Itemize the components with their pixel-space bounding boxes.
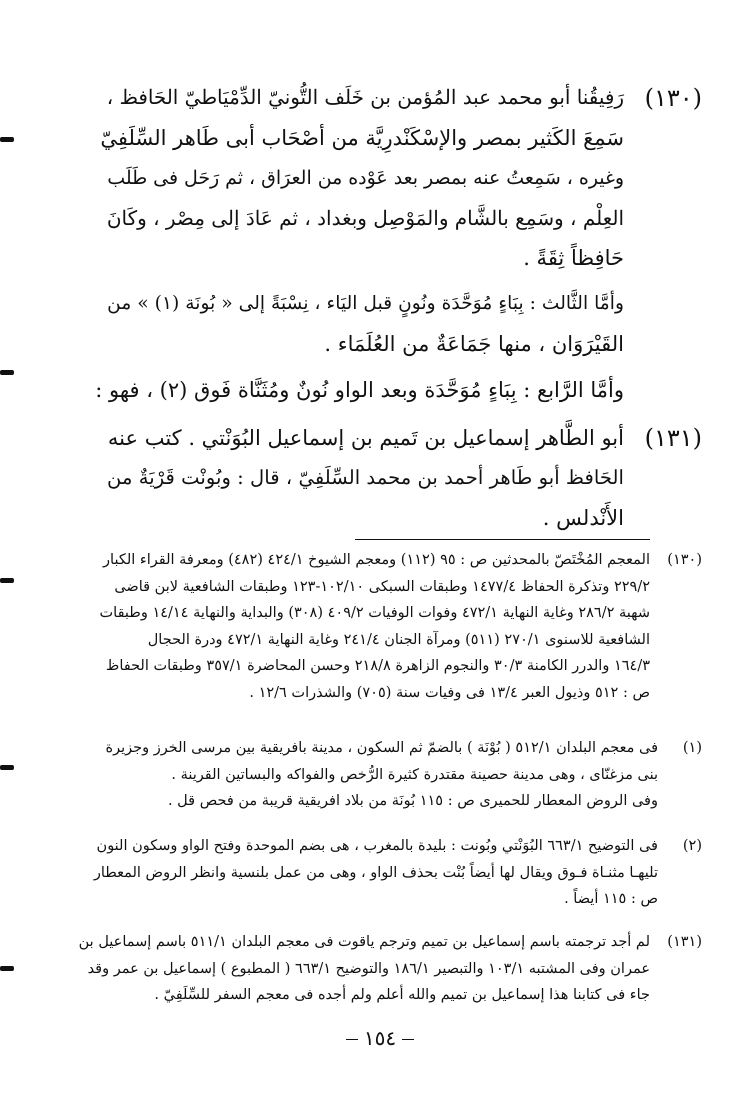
entry-number: (١٣١) [644,424,702,452]
text-line: ص : ٥١٢ وذيول العبر ١٣/٤ فى وفيات سنة (٧٠٥) والشذرات ١٢/٦ . [249,684,650,701]
margin-mark [0,370,14,375]
text-line: سَمِعَ الكَثير بمصر والإسْكَنْدرِيَّة من أصْحَاب أبى طَاهر السِّلَفِيّ [100,126,624,150]
footnote-2 [64,833,702,913]
footnote-text [64,833,658,913]
text-line: رَفِيقُنا أبو محمد عبد المُؤمن بن خَلَف التُّونيّ الدِّمْيَاطيّ الحَافظ ، [106,86,624,109]
text-line: شهبة ٢٨٦/٢ وغاية النهاية ٤٧٢/١ وفوات الوفيات ٤٠٩/٢ (٣٠٨) والبداية والنهاية ١٤/١٤ وطبقات [99,605,650,622]
text-line: المعجم المُخْتَصّ بالمحدثين ص : ٩٥ (١١٢) ومعجم الشيوخ ٤٢٤/١ (٤٨٢) ومعرفة القراء الكبار [103,552,650,568]
text-line: القَيْرَوَان ، منها جَمَاعَةٌ من العُلَمَاء . [324,332,624,356]
paragraph-third [96,284,702,364]
text-line: بنى مزغنّاى ، وهى مدينة حصينة مقتدرة كثيرة الرُّخص والفواكه والبساتين القرينة . [171,766,658,783]
footnote-number: (١) [682,740,702,756]
text-line: ص : ١١٥ أيضاً . [564,891,658,908]
text-line: وغيره ، سَمِعتُ عنه بمصر بعد عَوْده من العرَاق ، ثم رَحَل فى طَلَب [107,167,624,189]
text-line: جاء فى كتابنا هذا إسماعيل بن تميم والله أعلم ولم أجده فى معجم السفر للسِّلَفِيّ . [154,987,650,1004]
footnote-number: (٢) [682,838,702,854]
margin-mark [0,765,14,770]
footnote-number: (١٣٠) [667,552,702,568]
text-line: لم أجد ترجمته باسم إسماعيل بن تميم وترجم ياقوت فى معجم البلدان ٥١١/١ باسم إسماعيل بن [78,934,650,950]
entry-130 [96,78,702,278]
footnote-text [64,735,658,815]
margin-mark [0,137,14,142]
text-line: الشافعية للاسنوى ٢٧٠/١ (٥١١) ومرآة الجنان ٢٤١/٤ وغاية النهاية ٤٧٢/١ ودرة الحجال [147,631,650,648]
footnote-text [64,547,650,707]
page-number: ١٥٤ [320,1026,440,1050]
text-line: وأمَّا الرَّابع : بِبَاءٍ مُوَحَّدَة وبعد الواو نُونٌ ومُثَنَّاة فَوق (٢) ، فهو : [95,378,624,402]
text-line: الحَافظ أبو طَاهر أحمد بن محمد السِّلَفِيّ ، قال : وبُونْت قَرْيَةٌ من [107,466,624,489]
text-line: العِلْم ، وسَمِع بالشَّام والمَوْصِل وبغداد ، ثم عَادَ إلى مِصْر ، وكَانَ [106,206,624,230]
text-line: أبو الطَّاهر إسماعيل بن تَميم بن إسماعيل البُوَنْتي . كتب عنه [107,426,624,450]
footnote-separator [355,539,650,540]
text-line: وفى الروض المعطار للحميرى ص : ١١٥ بُونَة من بلاد افريقية قريبة من فحص قل . [167,793,658,810]
text-line: فى التوضيح ٦٦٣/١ البُوَنْتي وبُونت : بليدة بالمغرب ، هى بضم الموحدة وفتح الواو وسكون النون [96,838,658,854]
entry-text [96,78,624,278]
text-line: فى معجم البلدان ٥١٢/١ ( بُوْنَة ) بالضمّ ثم السكون ، مدينة بافريقية بين مرسى الخرز وجزيرة [105,740,658,756]
footnote-text [64,929,650,1009]
text-line: الأَنْدلس . [542,506,624,530]
entry-number: (١٣٠) [644,84,702,112]
footnote-131 [64,929,702,1009]
margin-mark [0,578,14,583]
footnote-130 [64,547,702,707]
entry-text [96,418,624,538]
text-line: تليهـا مثنـاة فـوق ويقال لها أيضاً بُنْت بحذف الواو ، وهى من عمل بلنسية وانظر الروض المعطار [93,864,658,881]
text-line: ٢٢٩/٢ وتذكرة الحفاظ ١٤٧٧/٤ وطبقات السبكى ١٠٢/١٠-١٢٣ وطبقات الشافعية لابن قاضى [114,578,650,595]
text-line: حَافِظاً ثِقَةً . [523,246,624,270]
entry-131 [96,418,702,538]
text-line: عمران وفى المشتبه ١٠٣/١ والتبصير ١٨٦/١ والتوضيح ٦٦٣/١ ( المطبوع ) إسماعيل بن عمر وقد [87,960,650,977]
footnote-number: (١٣١) [667,934,702,950]
paragraph-fourth [96,370,702,410]
text-line: ١٦٤/٣ والدرر الكامنة ٣٠/٣ والنجوم الزاهرة ٢١٨/٨ وحسن المحاضرة ٣٥٧/١ وطبقات الحفاظ [105,658,650,675]
footnote-1 [64,735,702,815]
margin-mark [0,966,14,971]
text-line: وأمَّا الثَّالث : بِبَاءٍ مُوَحَّدَة ونُونٍ قبل اليَاء ، نِسْبَةً إلى « بُونَة (١) » من [107,293,624,314]
